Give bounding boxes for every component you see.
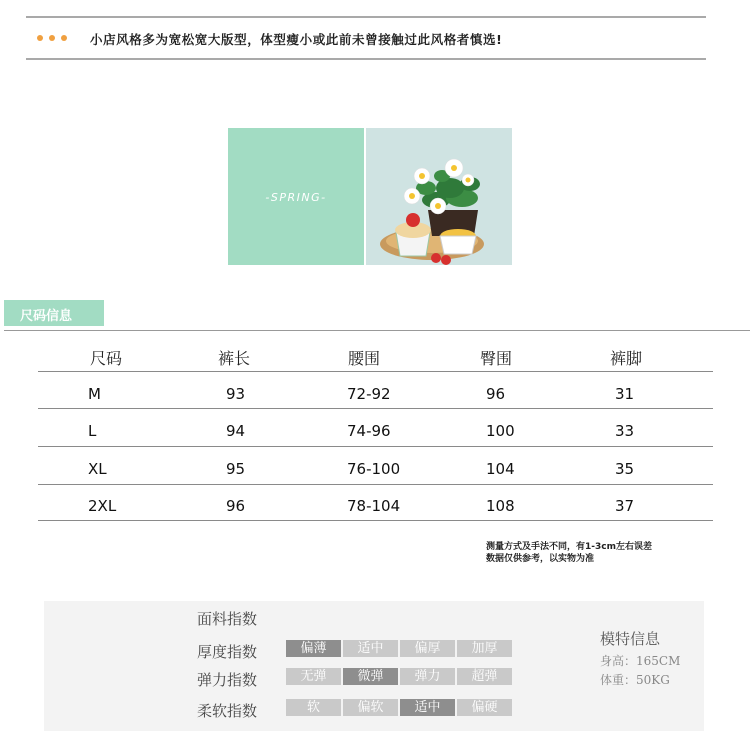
thickness-option: 适中: [343, 640, 398, 657]
table-cell: L: [88, 422, 97, 440]
col-header-hip: 臀围: [480, 349, 513, 368]
elasticity-option: 微弹: [343, 668, 398, 685]
size-info-header: [4, 300, 104, 326]
model-weight: 体重：50KG: [600, 673, 670, 687]
measurement-note-line2: 数据仅供参考，以实物为准: [486, 554, 595, 564]
table-cell: XL: [88, 460, 107, 478]
table-rule: [38, 446, 713, 447]
table-cell: 104: [486, 460, 515, 478]
elasticity-option: 弹力: [400, 668, 455, 685]
banner-spring-text: -SPRING-: [265, 191, 327, 204]
softness-option: 偏硬: [457, 699, 512, 716]
size-info-title: 尺码信息: [19, 309, 72, 324]
softness-option: 偏软: [343, 699, 398, 716]
flower-cupcake-image: [366, 128, 512, 265]
col-header-size: 尺码: [90, 349, 123, 368]
col-header-hem: 裤脚: [610, 349, 643, 368]
dot-icon: [61, 35, 67, 41]
notice-bottom-rule: [26, 58, 706, 60]
table-rule: [38, 371, 713, 372]
notice-top-rule: [26, 16, 706, 18]
table-cell: 31: [615, 385, 635, 403]
thickness-option: 偏厚: [400, 640, 455, 657]
table-cell: 2XL: [88, 497, 117, 515]
thickness-index-label: 厚度指数: [197, 643, 258, 661]
thickness-option: 加厚: [457, 640, 512, 657]
table-cell: 100: [486, 422, 515, 440]
table-cell: 37: [615, 497, 635, 515]
notice-dots-icon: [37, 33, 67, 43]
measurement-note-line1: 测量方式及手法不同，有1-3cm左右误差: [486, 542, 652, 552]
banner-flower-illustration: [366, 128, 512, 265]
table-cell: M: [88, 385, 101, 403]
table-cell: 72-92: [347, 385, 391, 403]
notice-text: 小店风格多为宽松宽大版型，体型瘦小或此前未曾接触过此风格者慎选!: [90, 32, 503, 47]
table-cell: 96: [226, 497, 246, 515]
banner-spring-panel: [228, 128, 364, 265]
col-header-waist: 腰围: [348, 349, 381, 368]
elasticity-option: 无弹: [286, 668, 341, 685]
table-rule: [38, 408, 713, 409]
elasticity-option: 超弹: [457, 668, 512, 685]
model-info-title: 模特信息: [600, 630, 661, 648]
table-cell: 95: [226, 460, 246, 478]
elasticity-index-label: 弹力指数: [197, 671, 258, 689]
table-cell: 35: [615, 460, 635, 478]
dot-icon: [49, 35, 55, 41]
model-height: 身高：165CM: [600, 654, 681, 668]
fabric-index-title: 面料指数: [197, 610, 258, 628]
table-cell: 93: [226, 385, 246, 403]
table-cell: 74-96: [347, 422, 391, 440]
table-cell: 33: [615, 422, 635, 440]
softness-option: 适中: [400, 699, 455, 716]
table-cell: 78-104: [347, 497, 401, 515]
table-cell: 94: [226, 422, 246, 440]
thickness-option: 偏薄: [286, 640, 341, 657]
table-cell: 108: [486, 497, 515, 515]
table-cell: 96: [486, 385, 506, 403]
softness-option: 软: [286, 699, 341, 716]
table-cell: 76-100: [347, 460, 401, 478]
col-header-length: 裤长: [218, 349, 251, 368]
softness-index-label: 柔软指数: [197, 702, 258, 720]
section-rule: [4, 330, 750, 331]
table-rule: [38, 484, 713, 485]
table-rule: [38, 520, 713, 521]
dot-icon: [37, 35, 43, 41]
